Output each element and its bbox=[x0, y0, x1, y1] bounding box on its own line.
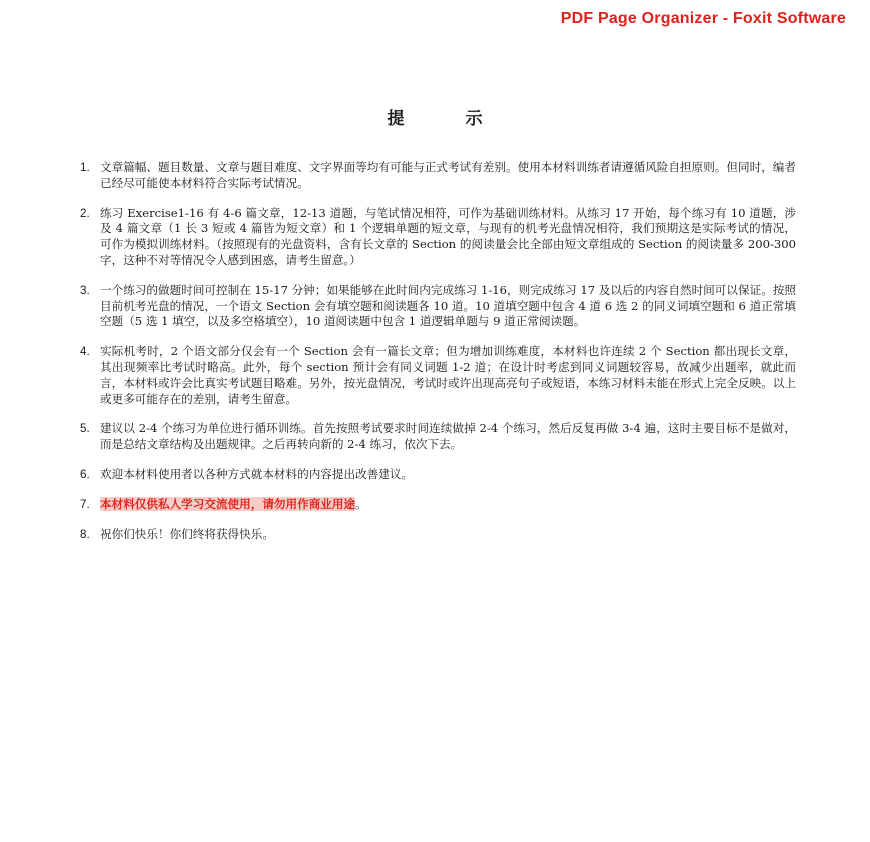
note-item-8 bbox=[80, 527, 796, 543]
note-text: 文章篇幅、题目数量、文章与题目难度、文字界面等均有可能与正式考试有差别。使用本材料训练者请遵循风险自担原则。但同时，编者已经尽可能使本材料符合实际考试情况。 bbox=[100, 160, 796, 190]
note-text: 建议以 2-4 个练习为单位进行循环训练。首先按照考试要求时间连续做掉 2-4 个练习，然后反复再做 3-4 遍，这时主要目标不是做对，而是总结文章结构及出题规律。之后再转向新的 2-4 练习，依次下去。 bbox=[100, 421, 796, 452]
note-text: 欢迎本材料使用者以各种方式就本材料的内容提出改善建议。 bbox=[100, 466, 414, 481]
note-number: 7. bbox=[80, 497, 90, 511]
note-item-4 bbox=[80, 344, 796, 407]
foxit-watermark: PDF Page Organizer - Foxit Software bbox=[560, 10, 846, 27]
note-number: 2. bbox=[80, 206, 90, 220]
note-number: 6. bbox=[80, 467, 90, 481]
note-text: 祝你们快乐！你们终将获得快乐。 bbox=[100, 526, 274, 541]
note-item-7 bbox=[80, 497, 796, 513]
note-item-6 bbox=[80, 467, 796, 483]
note-number: 4. bbox=[80, 345, 90, 359]
note-number: 3. bbox=[80, 283, 90, 297]
notes-list bbox=[80, 160, 796, 556]
note-text: 实际机考时，2 个语文部分仅会有一个 Section 会有一篇长文章；但为增加训练难度，本材料也许连续 2 个 Section 都出现长文章，其出现频率比考试时略高。此外，每个 section 预计会有同义词题 1-2 道；在设计时考虑到同义词题较容易，故减少出题率，就此而言，本材料或许会比真实考试题目略难。另外，按光盘情况，考试时或许出现高亮句子或短语，本练习材料未能在形式上完全反映。以上或更多可能存在的差别，请考生留意。 bbox=[100, 344, 796, 406]
note-number: 1. bbox=[80, 161, 90, 174]
note-item-2 bbox=[80, 206, 796, 269]
note-tail-punctuation: 。 bbox=[355, 496, 367, 511]
page-title: 提 示 bbox=[387, 109, 505, 129]
note-text: 练习 Exercise1-16 有 4-6 篇文章，12-13 道题，与笔试情况相符，可作为基础训练材料。从练习 17 开始，每个练习有 10 道题，涉及 4 篇文章（1 长 3 短或 4 篇皆为短文章）和 1 个逻辑单题的短文章，与现有的机考光盘情况相符，我们预期这是实际考试的情况，可作为模拟训练材料。（按照现有的光盘资料，含有长文章的 Section 的阅读量会比全部由短文章组成的 Section 的阅读量多 200-300 字，这种不对等情况令人感到困惑，请考生留意。） bbox=[100, 205, 796, 267]
note-item-5 bbox=[80, 421, 796, 453]
highlighted-warning-text: 本材料仅供私人学习交流使用，请勿用作商业用途 bbox=[100, 496, 356, 511]
note-number: 8. bbox=[80, 527, 90, 541]
note-text: 一个练习的做题时间可控制在 15-17 分钟；如果能够在此时间内完成练习 1-16，则完成练习 17 及以后的内容自然时间可以保证。按照目前机考光盘的情况，一个语文 Section 会有填空题和阅读题各 10 道。10 道填空题中包含 4 道 6 选 2 的同义词填空题和 6 道正常填空题（5 选 1 填空，以及多空格填空），10 道阅读题中包含 1 道逻辑单题与 9 道正常阅读题。 bbox=[100, 282, 796, 329]
note-item-1 bbox=[80, 160, 796, 192]
note-item-3 bbox=[80, 283, 796, 330]
note-number: 5. bbox=[80, 422, 90, 436]
